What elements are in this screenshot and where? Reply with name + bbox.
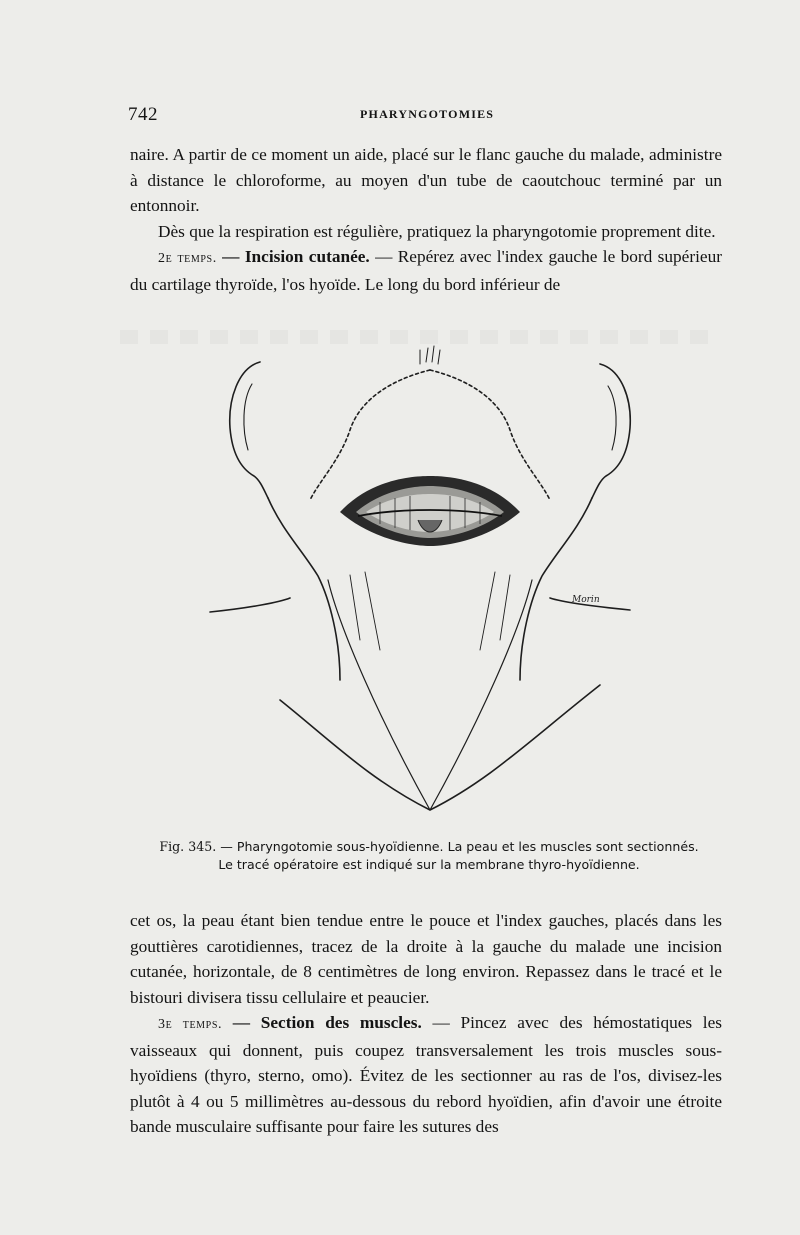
- paragraph: Dès que la respiration est régulière, pratiquez la pharyngotomie proprement dite.: [158, 221, 716, 241]
- left-ear: [230, 362, 268, 498]
- page-number: 742: [128, 104, 158, 125]
- paragraph: cet os, la peau étant bien tendue entre le pouce et l'index gauches, placés dans les gouttières carotidiennes, tracez de la droite à la gauche du malade une incision cutanée, horizontale, de 8 centimètres de long environ. Repassez dans le tracé et le bistouri divisera tissu cellulaire et peaucier.: [130, 911, 722, 1007]
- text-block-top: [130, 142, 722, 297]
- step-label: 2e temps.: [158, 251, 217, 266]
- paragraph-body: — Repérez avec l'index gauche le bord supérieur du cartilage thyroïde, l'os hyoïde. Le long du bord inférieur de: [130, 247, 722, 294]
- figure-label: Fig. 345.: [159, 839, 217, 854]
- caption-line: [134, 838, 724, 856]
- section-heading: — Incision cutanée.: [222, 247, 370, 266]
- neck-incision-illustration: [190, 340, 650, 830]
- incision-wound: [340, 476, 520, 546]
- engraver-signature: Morin: [572, 595, 600, 605]
- step-label: 3e temps.: [158, 1017, 223, 1032]
- section-heading: — Section des muscles.: [232, 1013, 422, 1032]
- anatomical-figure: [190, 340, 650, 830]
- caption-text: — Pharyngotomie sous-hyoïdienne. La peau et les muscles sont sectionnés.: [220, 839, 699, 854]
- neck-left: [268, 498, 340, 680]
- page-header: [128, 104, 720, 128]
- figure-caption: [134, 838, 724, 874]
- paragraph: [130, 244, 722, 297]
- right-ear: [592, 364, 630, 498]
- text-block-bottom: [130, 908, 722, 1140]
- paragraph-body: — Pincez avec des hémostatiques les vaisseaux qui donnent, puis coupez transversalement les trois muscles sous-hyoïdiens (thyro, sterno, omo). Évitez de les sectionner au ras de l'os, divisez-les plutôt à 4 ou 5 millimètres au-dessous du rebord hyoïdien, afin d'avoir une étroite bande musculaire suffisante pour faire les sutures des: [130, 1013, 722, 1136]
- paragraph: naire. A partir de ce moment un aide, placé sur le flanc gauche du malade, administre à distance le chloroforme, au moyen d'un tube de caoutchouc terminé par un entonnoir.: [130, 145, 722, 215]
- caption-line: Le tracé opératoire est indiqué sur la membrane thyro-hyoïdienne.: [218, 857, 640, 872]
- neck-right: [520, 498, 592, 680]
- running-title: PHARYNGOTOMIES: [360, 107, 495, 121]
- paragraph: [130, 1010, 722, 1140]
